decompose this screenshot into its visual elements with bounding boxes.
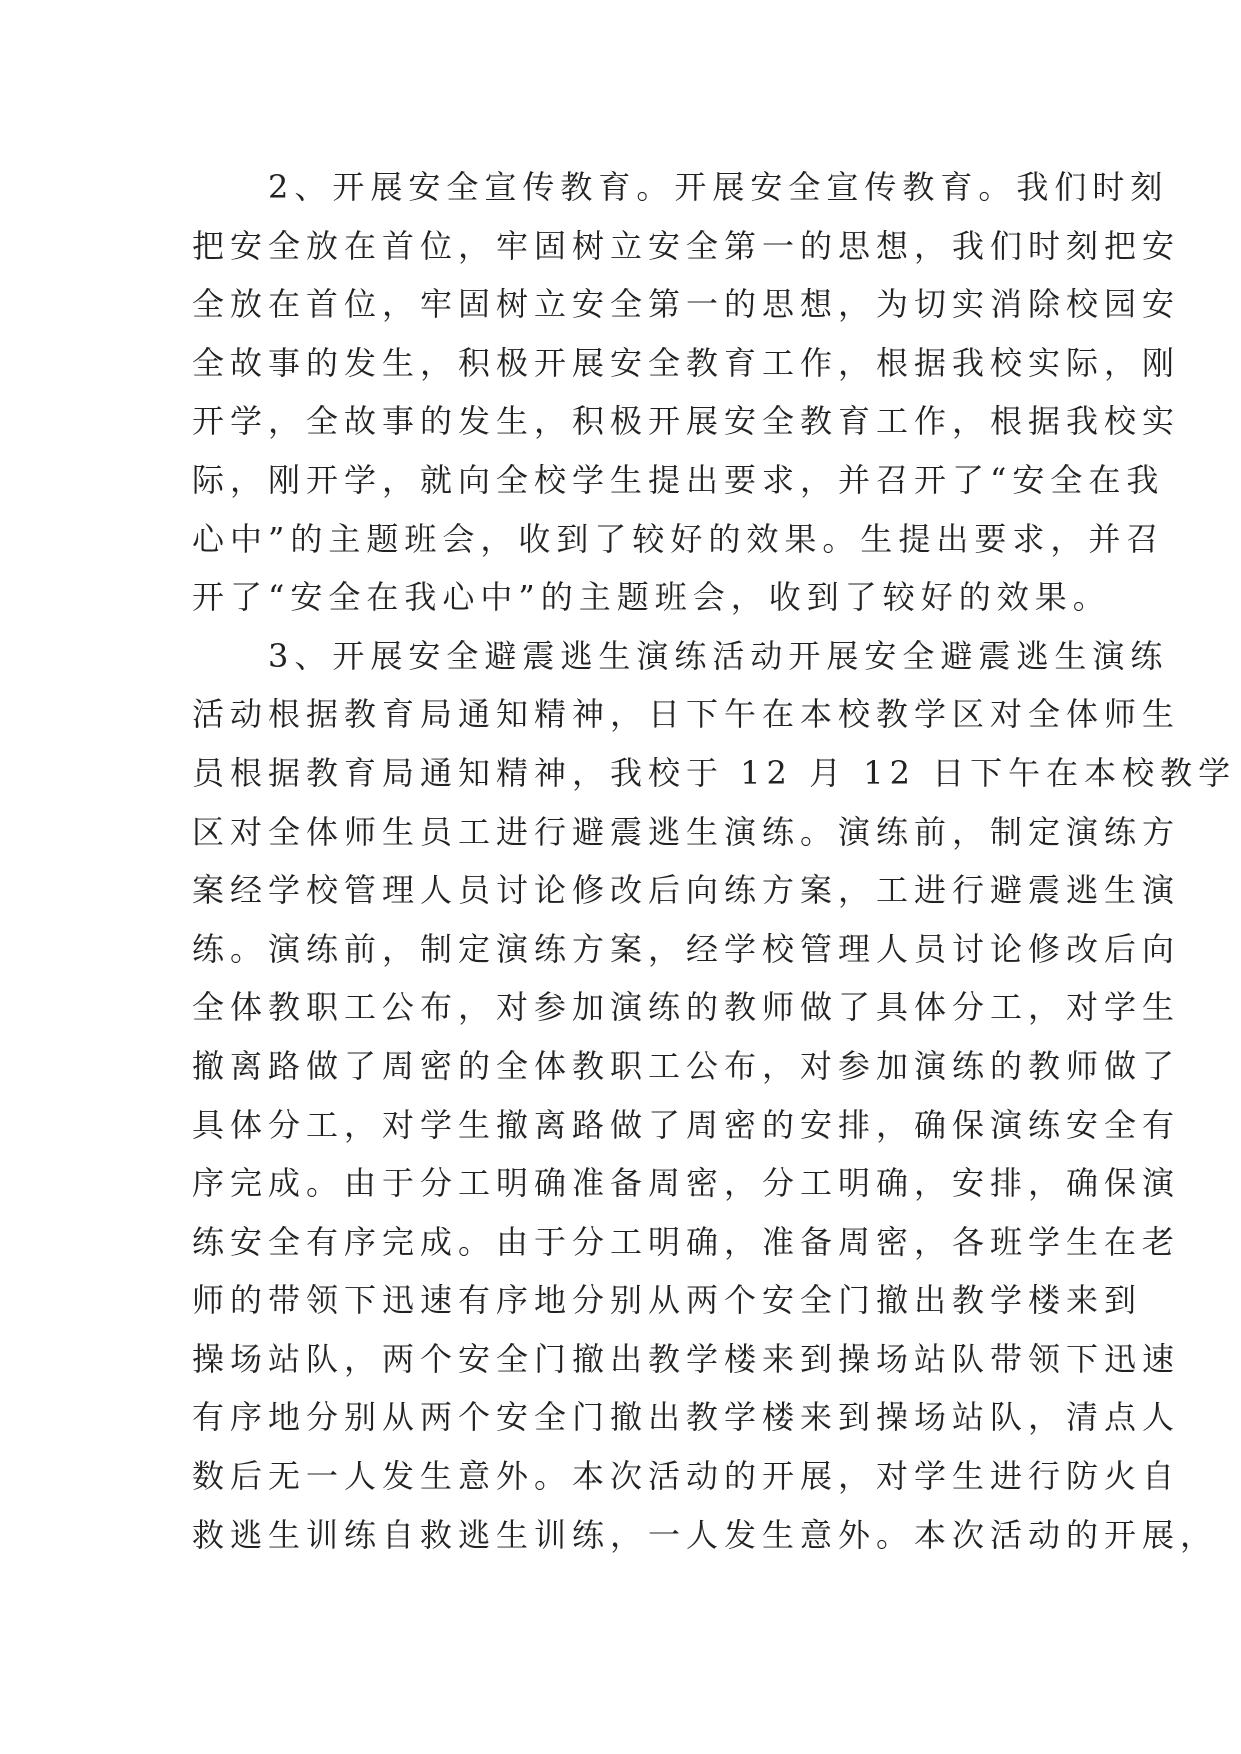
text-line: 开了“安全在我心中”的主题班会，收到了较好的效果。 [192,578,1111,617]
text-line: 际，刚开学，就向全校学生提出要求，并召开了“安全在我 [192,460,1165,499]
text-line: 把安全放在首位，牢固树立安全第一的思想，我们时刻把安 [192,226,1181,265]
text-line: 开学，全故事的发生，积极开展安全教育工作，根据我校实 [192,402,1181,441]
text-line: 撤离路做了周密的全体教职工公布，对参加演练的教师做了 [192,1046,1181,1085]
paragraph-3 [192,627,1237,1565]
text-line: 案经学校管理人员讨论修改后向练方案，工进行避震逃生演 [192,871,1181,910]
text-line: 练安全有序完成。由于分工明确，准备周密，各班学生在老 [192,1222,1181,1261]
text-line: 活动根据教育局通知精神，日下午在本校教学区对全体师生 [192,695,1181,734]
text-line: 全体教职工公布，对参加演练的教师做了具体分工，对学生 [192,988,1181,1027]
paragraph-2 [192,158,1181,627]
document-body [192,158,1237,1564]
text-line: 区对全体师生员工进行避震逃生演练。演练前，制定演练方 [192,812,1181,851]
text-line: 2、开展安全宣传教育。开展安全宣传教育。我们时刻 [192,168,1169,206]
text-line: 救逃生训练自救逃生训练，一人发生意外。本次活动的开展， [192,1515,1219,1554]
text-line: 有序地分别从两个安全门撤出教学楼来到操场站队，清点人 [192,1398,1181,1437]
text-line: 全故事的发生，积极开展安全教育工作，根据我校实际，刚 [192,343,1181,382]
text-line: 3、开展安全避震逃生演练活动开展安全避震逃生演练 [192,636,1169,675]
text-line: 员根据教育局通知精神，我校于 12 月 12 日下午在本校教学 [192,753,1237,792]
text-line: 数后无一人发生意外。本次活动的开展，对学生进行防火自 [192,1457,1181,1496]
text-line: 全放在首位，牢固树立安全第一的思想，为切实消除校园安 [192,285,1181,324]
text-line: 师的带领下迅速有序地分别从两个安全门撤出教学楼来到 [192,1281,1143,1320]
text-line: 练。演练前，制定演练方案，经学校管理人员讨论修改后向 [192,929,1181,968]
text-line: 序完成。由于分工明确准备周密，分工明确，安排，确保演 [192,1164,1181,1203]
text-line: 心中”的主题班会，收到了较好的效果。生提出要求，并召 [192,519,1165,558]
text-line: 操场站队，两个安全门撤出教学楼来到操场站队带领下迅速 [192,1339,1181,1378]
text-line: 具体分工，对学生撤离路做了周密的安排，确保演练安全有 [192,1105,1181,1144]
